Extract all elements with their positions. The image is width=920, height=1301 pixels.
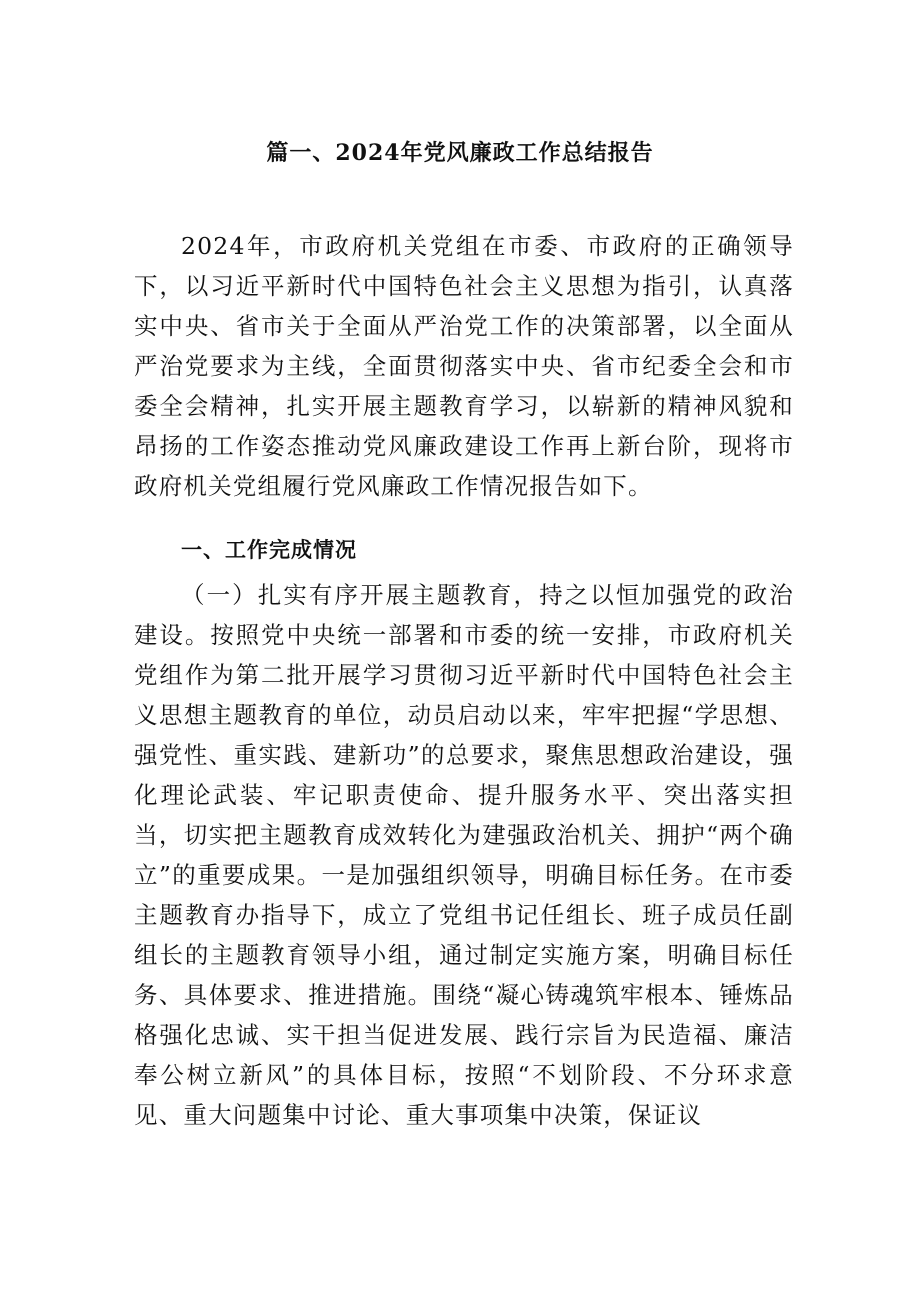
intro-paragraph: 2024年，市政府机关党组在市委、市政府的正确领导下，以习近平新时代中国特色社会主义思想为指引，认真落实中央、省市关于全面从严治党工作的决策部署，以全面从严治党要求为主线，全面贯彻落实中央、省市纪委全会和市委全会精神，扎实开展主题教育学习，以崭新的精神风貌和昂扬的工作姿态推动党风廉政建设工作再上新台阶，现将市政府机关党组履行党风廉政工作情况报告如下。 [134, 232, 794, 500]
section-paragraph: （一）扎实有序开展主题教育，持之以恒加强党的政治建设。按照党中央统一部署和市委的统一安排，市政府机关党组作为第二批开展学习贯彻习近平新时代中国特色社会主义思想主题教育的单位，动员启动以来，牢牢把握“学思想、强党性、重实践、建新功”的总要求，聚焦思想政治建设，强化理论武装、牢记职责使命、提升服务水平、突出落实担当，切实把主题教育成效转化为建强政治机关、拥护“两个确立”的重要成果。一是加强组织领导，明确目标任务。在市委主题教育办指导下，成立了党组书记任组长、班子成员任副组长的主题教育领导小组，通过制定实施方案，明确目标任务、具体要求、推进措施。围绕“凝心铸魂筑牢根本、锤炼品格强化忠诚、实干担当促进发展、践行宗旨为民造福、廉洁奉公树立新风”的具体目标，按照“不划阶段、不分环求意见、重大问题集中讨论、重大事项集中决策，保证议 [134, 581, 794, 1129]
document-title: 篇一、2024年党风廉政工作总结报告 [266, 140, 654, 166]
section-heading: 一、工作完成情况 [181, 537, 357, 562]
